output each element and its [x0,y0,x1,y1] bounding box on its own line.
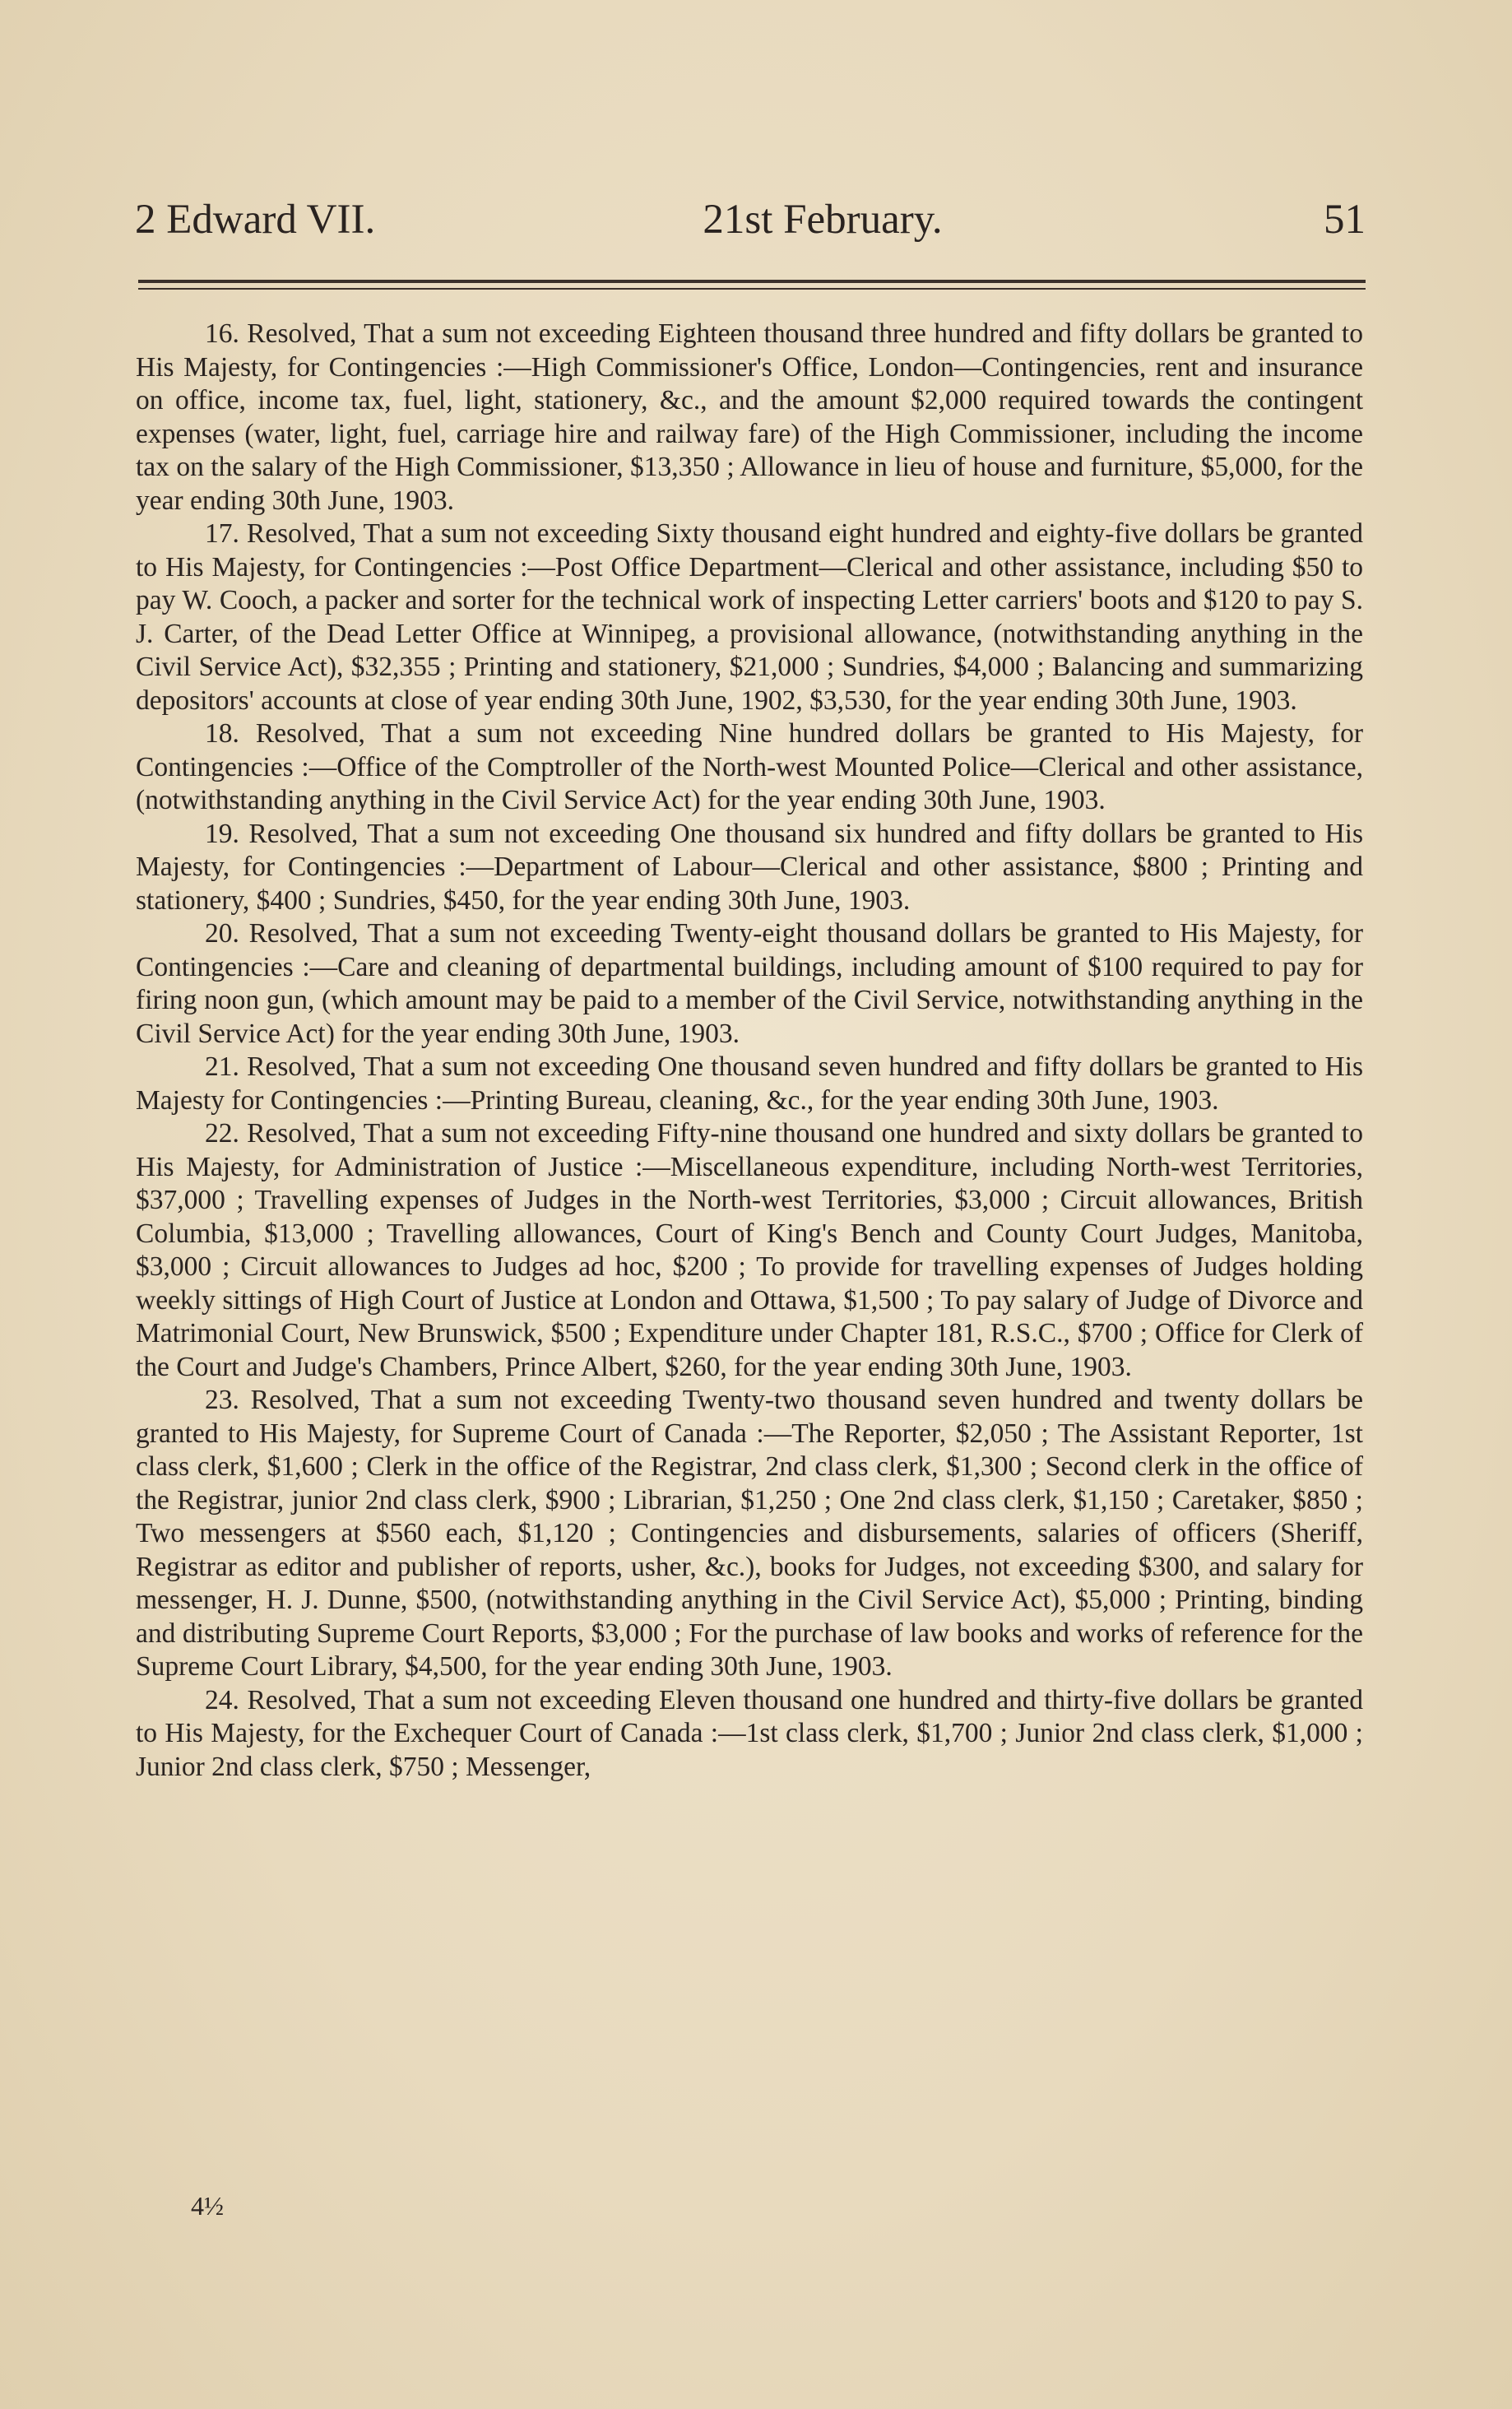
header-rule-thick [138,280,1366,283]
resolution-paragraph: 20. Resolved, That a sum not exceeding Twenty-eight thousand dollars be granted to His Majesty, for Contingencies :—Care and cleaning of departmental buildings, including amount of $100 required to pay for firing noon gun, (which amount may be paid to a member of the Civil Service, notwithstanding anything in the Civil Service Act) for the year ending 30th June, 1903. [136,918,1363,1049]
resolution-paragraph: 17. Resolved, That a sum not exceeding Sixty thousand eight hundred and eighty-five dollars be granted to His Majesty, for Contingencies :—Post Office Department—Clerical and other assistance, including $50 to pay W. Cooch, a packer and sorter for the technical work of inspecting Letter carriers' boots and $120 to pay S. J. Carter, of the Dead Letter Office at Winnipeg, a provisional allowance, (notwithstanding anything in the Civil Service Act), $32,355 ; Printing and stationery, $21,000 ; Sundries, $4,000 ; Balancing and summarizing depositors' accounts at close of year ending 30th June, 1902, $3,530, for the year ending 30th June, 1903. [136,518,1363,716]
resolution-paragraph: 24. Resolved, That a sum not exceeding Eleven thousand one hundred and thirty-five dollars be granted to His Majesty, for the Exchequer Court of Canada :—1st class clerk, $1,700 ; Junior 2nd class clerk, $1,000 ; Junior 2nd class clerk, $750 ; Messenger, [136,1684,1363,1782]
resolutions-body [136,318,1363,1784]
header-rule-thin [138,288,1366,290]
resolution-paragraph: 19. Resolved, That a sum not exceeding One thousand six hundred and fifty dollars be granted to His Majesty, for Contingencies :—Department of Labour—Clerical and other assistance, $800 ; Printing and stationery, $400 ; Sundries, $450, for the year ending 30th June, 1903. [136,818,1363,916]
header-date: 21st February. [703,197,943,243]
resolution-paragraph: 23. Resolved, That a sum not exceeding Twenty-two thousand seven hundred and twenty dollars be granted to His Majesty, for Supreme Court of Canada :—The Reporter, $2,050 ; The Assistant Reporter, 1st class clerk, $1,600 ; Clerk in the office of the Registrar, 2nd class clerk, $1,300 ; Second clerk in the office of the Registrar, junior 2nd class clerk, $900 ; Librarian, $1,250 ; One 2nd class clerk, $1,150 ; Caretaker, $850 ; Two messengers at $560 each, $1,120 ; Contingencies and disbursements, salaries of officers (Sheriff, Registrar as editor and publisher of reports, usher, &c.), books for Judges, not exceeding $300, and salary for messenger, H. J. Dunne, $500, (notwithstanding anything in the Civil Service Act), $5,000 ; Printing, binding and distributing Supreme Court Reports, $3,000 ; For the purchase of law books and works of reference for the Supreme Court Library, $4,500, for the year ending 30th June, 1903. [136,1385,1363,1682]
signature-mark: 4½ [191,2191,224,2221]
resolution-paragraph: 18. Resolved, That a sum not exceeding Nine hundred dollars be granted to His Majesty, for Contingencies :—Office of the Comptroller of the North-west Mounted Police—Clerical and other assistance, (notwithstanding anything in the Civil Service Act) for the year ending 30th June, 1903. [136,718,1363,815]
page-number: 51 [1324,197,1366,243]
regnal-year: 2 Edward VII. [135,197,376,243]
resolution-paragraph: 16. Resolved, That a sum not exceeding Eighteen thousand three hundred and fifty dollars be granted to His Majesty, for Contingencies :—High Commissioner's Office, London—Contingencies, rent and insurance on office, income tax, fuel, light, stationery, &c., and the amount $2,000 required towards the contingent expenses (water, light, fuel, carriage hire and railway fare) of the High Commissioner, including the income tax on the salary of the High Commissioner, $13,350 ; Allowance in lieu of house and furniture, $5,000, for the year ending 30th June, 1903. [136,318,1363,516]
resolution-paragraph: 21. Resolved, That a sum not exceeding One thousand seven hundred and fifty dollars be granted to His Majesty for Contingencies :—Printing Bureau, cleaning, &c., for the year ending 30th June, 1903. [136,1051,1363,1116]
running-header [132,196,1366,253]
resolution-paragraph: 22. Resolved, That a sum not exceeding Fifty-nine thousand one hundred and sixty dollars be granted to His Majesty, for Administration of Justice :—Miscellaneous expenditure, including North-west Territories, $37,000 ; Travelling expenses of Judges in the North-west Territories, $3,000 ; Circuit allowances, British Columbia, $13,000 ; Travelling allowances, Court of King's Bench and County Court Judges, Manitoba, $3,000 ; Circuit allowances to Judges ad hoc, $200 ; To provide for travelling expenses of Judges holding weekly sittings of High Court of Justice at London and Ottawa, $1,500 ; To pay salary of Judge of Divorce and Matrimonial Court, New Brunswick, $500 ; Expenditure under Chapter 181, R.S.C., $700 ; Office for Clerk of the Court and Judge's Chambers, Prince Albert, $260, for the year ending 30th June, 1903. [136,1118,1363,1382]
